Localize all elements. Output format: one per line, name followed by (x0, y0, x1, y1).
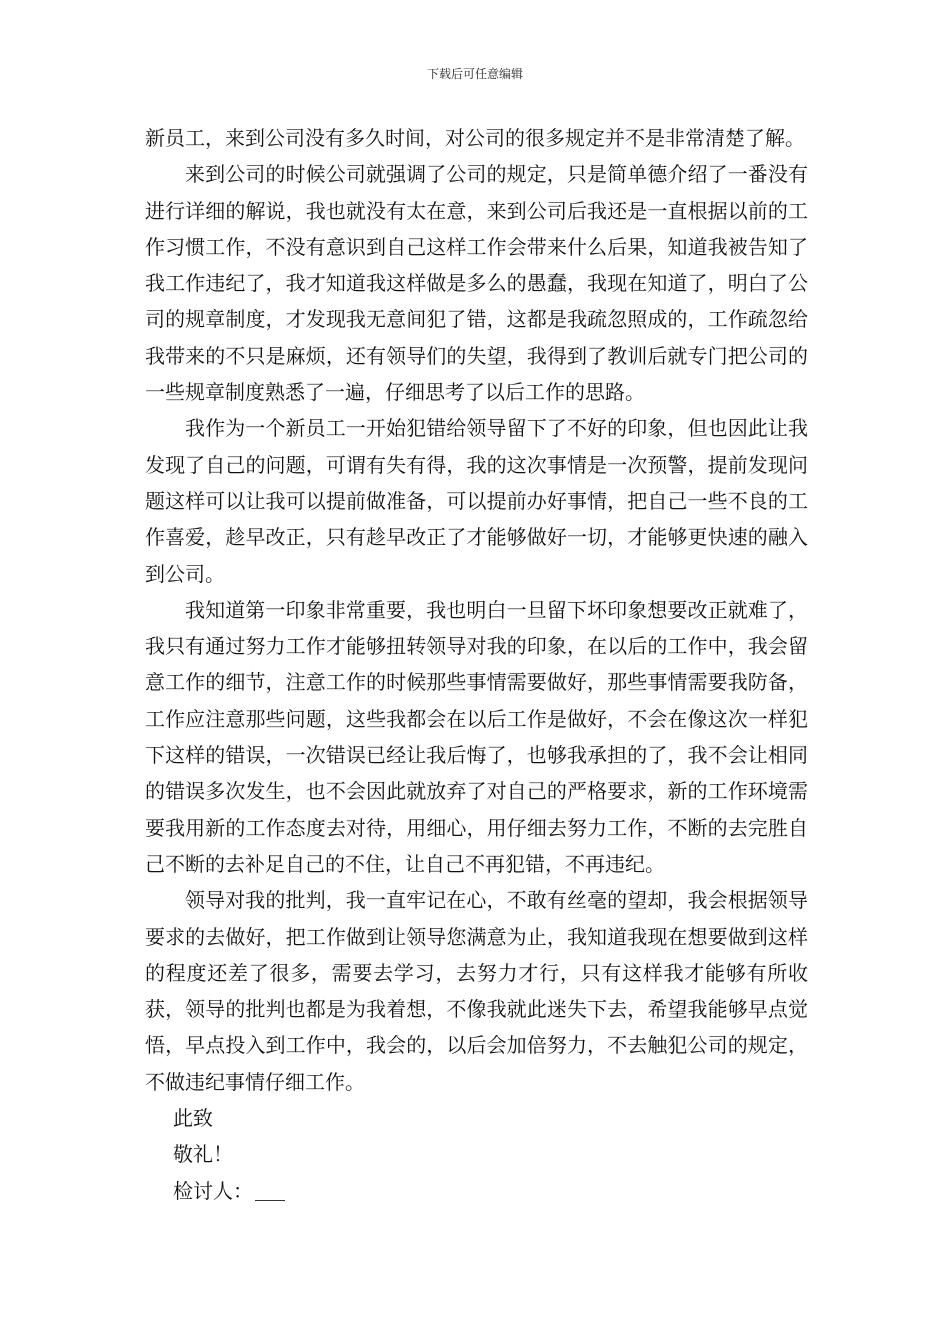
document-body (145, 120, 808, 1209)
paragraph-3: 我作为一个新员工一开始犯错给领导留下了不好的印象，但也因此让我发现了自己的问题，可谓有失有得，我的这次事情是一次预警，提前发现问题这样可以让我可以提前做准备，可以提前办好事情，把自己一些不良的工作喜爱，趁早改正，只有趁早改正了才能够做好一切，才能够更快速的融入到公司。 (145, 416, 808, 586)
paragraph-5: 领导对我的批判，我一直牢记在心，不敢有丝毫的望却，我会根据领导要求的去做好，把工作做到让领导您满意为止，我知道我现在想要做到这样的程度还差了很多，需要去学习，去努力才行，只有这样我才能够有所收获，领导的批判也都是为我着想，不像我就此迷失下去，希望我能够早点觉悟，早点投入到工作中，我会的，以后会加倍努力，不去触犯公司的规定，不做违纪事情仔细工作。 (145, 888, 808, 1094)
closing-regards: 敬礼！ (173, 1142, 233, 1167)
paragraph-2: 来到公司的时候公司就强调了公司的规定，只是简单德介绍了一番没有进行详细的解说，我也就没有太在意，来到公司后我还是一直根据以前的工作习惯工作，不没有意识到自己这样工作会带来什么后果，知道我被告知了我工作违纪了，我才知道我这样做是多么的愚蠢，我现在知道了，明白了公司的规章制度，才发现我无意间犯了错，这都是我疏忽照成的，工作疏忽给我带来的不只是麻烦，还有领导们的失望，我得到了教训后就专门把公司的一些规章制度熟悉了一遍，仔细思考了以后工作的思路。 (145, 162, 808, 405)
paragraph-4: 我知道第一印象非常重要，我也明白一旦留下坏印象想要改正就难了，我只有通过努力工作才能够扭转领导对我的印象，在以后的工作中，我会留意工作的细节，注意工作的时候那些事情需要做好，那些事情需要我防备，工作应注意那些问题，这些我都会在以后工作是做好，不会在像这次一样犯下这样的错误，一次错误已经让我后悔了，也够我承担的了，我不会让相同的错误多次发生，也不会因此就放弃了对自己的严格要求，新的工作环境需要我用新的工作态度去对待，用细心，用仔细去努力工作，不断的去完胜自己不断的去补足自己的不住，让自己不再犯错，不再违纪。 (145, 597, 808, 876)
signature-label: 检讨人： (173, 1178, 253, 1203)
closing-salutation: 此致 (173, 1106, 213, 1131)
paragraph-1: 新员工，来到公司没有多久时间，对公司的很多规定并不是非常清楚了解。 (145, 126, 805, 150)
signature-blank (255, 1180, 285, 1201)
page-header: 下载后可任意编辑 (426, 67, 523, 81)
signature-line (145, 1173, 808, 1209)
